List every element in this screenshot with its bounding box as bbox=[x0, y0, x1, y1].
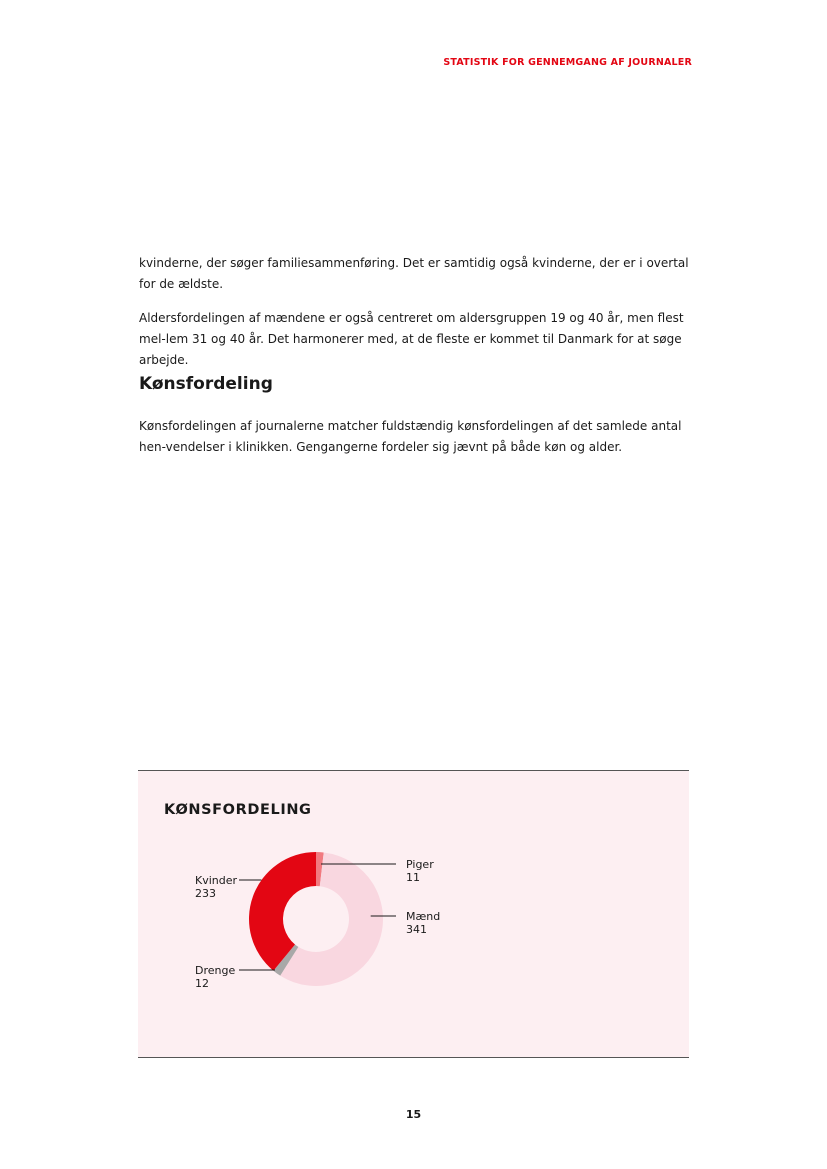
slice-value-kvinder: 233 bbox=[195, 887, 216, 900]
slice-value-drenge: 12 bbox=[195, 977, 209, 990]
slice-label-drenge: Drenge bbox=[195, 964, 236, 977]
running-header: STATISTIK FOR GENNEMGANG AF JOURNALER bbox=[443, 57, 692, 68]
slice-value-piger: 11 bbox=[406, 871, 420, 884]
chart-title: KØNSFORDELING bbox=[164, 802, 312, 818]
slice-label-mænd: Mænd bbox=[406, 910, 441, 923]
slice-value-mænd: 341 bbox=[406, 923, 427, 936]
slice-label-kvinder: Kvinder bbox=[195, 874, 238, 887]
body-paragraph-2: Aldersfordelingen af mændene er også centreret om aldersgruppen 19 og 40 år, men flest mel-lem 31 og 40 år. Det harmonerer med, at de fleste er kommet til Danmark for at søge arbejde. bbox=[139, 311, 684, 367]
body-paragraph-3: Kønsfordelingen af journalerne matcher fuldstændig kønsfordelingen af det samlede antal hen-vendelser i klinikken. Gengangerne fordeler sig jævnt på både køn og alder. bbox=[139, 419, 682, 454]
gender-distribution-figure bbox=[138, 770, 689, 1058]
slice-label-piger: Piger bbox=[406, 858, 434, 871]
page-number: 15 bbox=[405, 1108, 422, 1121]
section-heading: Kønsfordeling bbox=[139, 374, 273, 394]
body-paragraph-1: kvinderne, der søger familiesammenføring. Det er samtidig også kvinderne, der er i overtal for de ældste. bbox=[139, 256, 689, 291]
donut-chart bbox=[138, 771, 689, 1057]
